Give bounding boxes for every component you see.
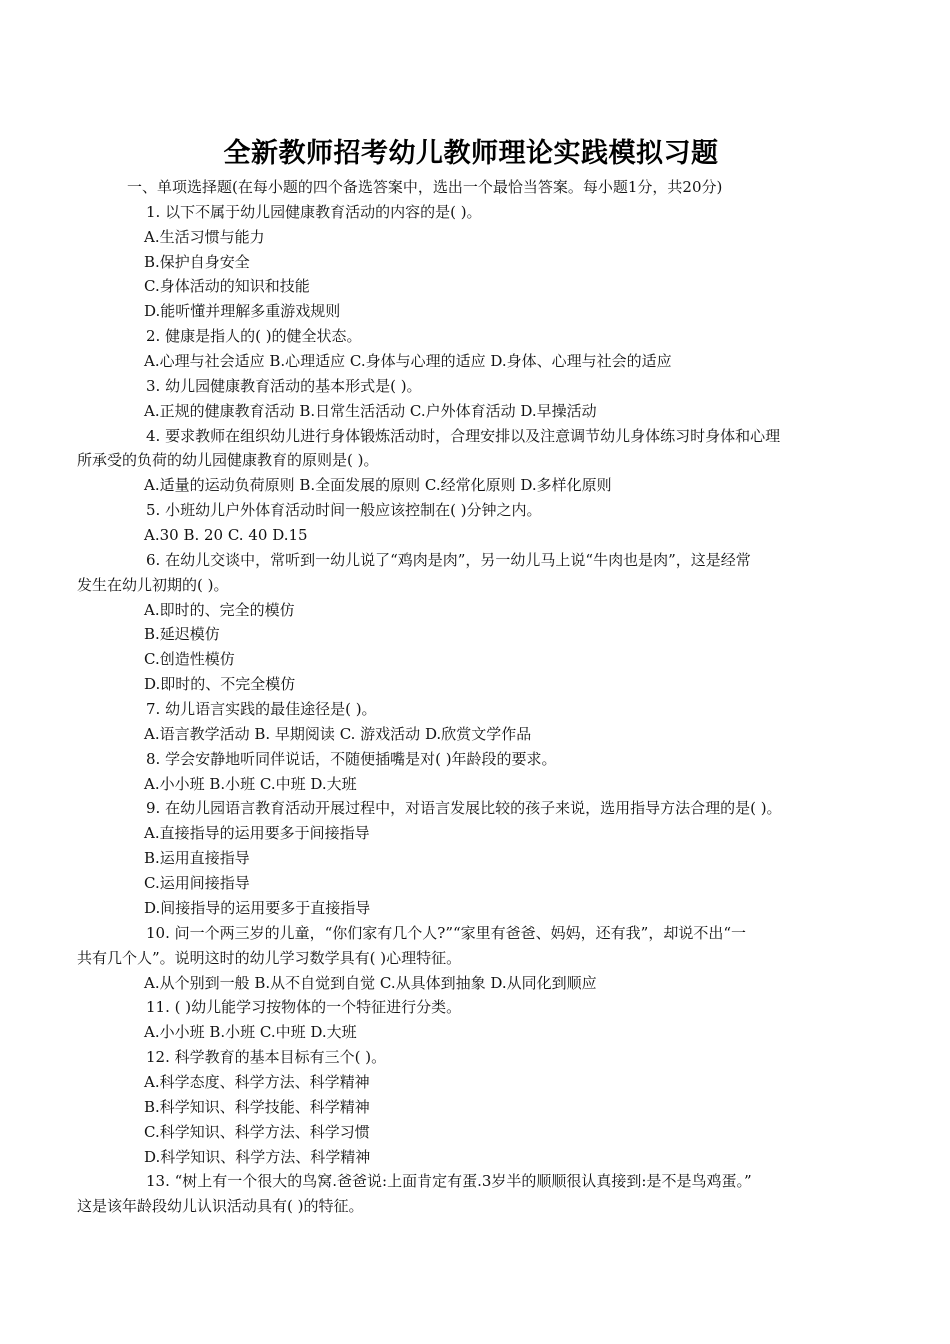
answer-options: A.即时的、完全的模仿 [144, 600, 295, 619]
answer-options: B.保护自身安全 [144, 252, 250, 271]
answer-options: A.生活习惯与能力 [144, 227, 265, 246]
answer-options: D.能听懂并理解多重游戏规则 [144, 302, 341, 321]
question-text: 5. 小班幼儿户外体育活动时间一般应该控制在( )分钟之内。 [146, 501, 542, 520]
answer-options: B.运用直接指导 [144, 849, 250, 868]
question-continuation: 所承受的负荷的幼儿园健康教育的原则是( )。 [77, 451, 379, 470]
answer-options: A.30 B. 20 C. 40 D.15 [144, 526, 308, 545]
answer-options: A.心理与社会适应 B.心理适应 C.身体与心理的适应 D.身体、心理与社会的适应 [144, 352, 672, 371]
answer-options: A.小小班 B.小班 C.中班 D.大班 [144, 774, 357, 793]
question-text: 6. 在幼儿交谈中，常听到一幼儿说了“鸡肉是肉”，另一幼儿马上说“牛肉也是肉”，这是经常 [146, 550, 751, 569]
answer-options: A.适量的运动负荷原则 B.全面发展的原则 C.经常化原则 D.多样化原则 [144, 476, 612, 495]
question-text: 11. ( )幼儿能学习按物体的一个特征进行分类。 [146, 998, 462, 1017]
question-text: 9. 在幼儿园语言教育活动开展过程中，对语言发展比较的孩子来说，选用指导方法合理的是( )。 [146, 799, 782, 818]
question-text: 13. “树上有一个很大的鸟窝.爸爸说:上面肯定有蛋.3岁半的顺顺很认真接到:是不是鸟鸡蛋。” [146, 1172, 752, 1191]
answer-options: D.即时的、不完全模仿 [144, 675, 296, 694]
answer-options: A.正规的健康教育活动 B.日常生活活动 C.户外体育活动 D.早操活动 [144, 401, 597, 420]
answer-options: A.从个别到一般 B.从不自觉到自觉 C.从具体到抽象 D.从同化到顺应 [144, 973, 597, 992]
answer-options: D.科学知识、科学方法、科学精神 [144, 1147, 371, 1166]
question-continuation: 共有几个人”。说明这时的幼儿学习数学具有( )心理特征。 [77, 948, 462, 967]
answer-options: D.间接指导的运用要多于直接指导 [144, 898, 371, 917]
answer-options: B.科学知识、科学技能、科学精神 [144, 1097, 370, 1116]
question-text: 4. 要求教师在组织幼儿进行身体锻炼活动时，合理安排以及注意调节幼儿身体练习时身体和心理 [146, 426, 781, 445]
question-text: 3. 幼儿园健康教育活动的基本形式是( )。 [146, 376, 422, 395]
answer-options: A.直接指导的运用要多于间接指导 [144, 824, 370, 843]
question-text: 8. 学会安静地听同伴说话，不随便插嘴是对( )年龄段的要求。 [146, 749, 557, 768]
answer-options: C.身体活动的知识和技能 [144, 277, 310, 296]
section-heading: 一、单项选择题(在每小题的四个备选答案中，选出一个最恰当答案。每小题1分，共20分) [127, 178, 723, 196]
question-text: 10. 问一个两三岁的儿童，“你们家有几个人?”“家里有爸爸、妈妈，还有我”，却说不出“一 [146, 923, 747, 942]
answer-options: A.语言教学活动 B. 早期阅读 C. 游戏活动 D.欣赏文学作品 [144, 724, 532, 743]
document-body [0, 175, 950, 1219]
question-text: 2. 健康是指人的( )的健全状态。 [146, 327, 362, 346]
answer-options: A.科学态度、科学方法、科学精神 [144, 1072, 370, 1091]
question-text: 7. 幼儿语言实践的最佳途径是( )。 [146, 700, 377, 719]
question-text: 12. 科学教育的基本目标有三个( )。 [146, 1048, 387, 1067]
answer-options: B.延迟模仿 [144, 625, 220, 644]
document-title: 全新教师招考幼儿教师理论实践模拟习题 [223, 138, 719, 169]
answer-options: C.科学知识、科学方法、科学习惯 [144, 1122, 370, 1141]
question-text: 1. 以下不属于幼儿园健康教育活动的内容的是( )。 [146, 202, 482, 221]
question-continuation: 发生在幼儿初期的( )。 [77, 575, 229, 594]
question-continuation: 这是该年龄段幼儿认识活动具有( )的特征。 [77, 1197, 364, 1216]
answer-options: A.小小班 B.小班 C.中班 D.大班 [144, 1023, 357, 1042]
answer-options: C.运用间接指导 [144, 874, 250, 893]
answer-options: C.创造性模仿 [144, 650, 235, 669]
